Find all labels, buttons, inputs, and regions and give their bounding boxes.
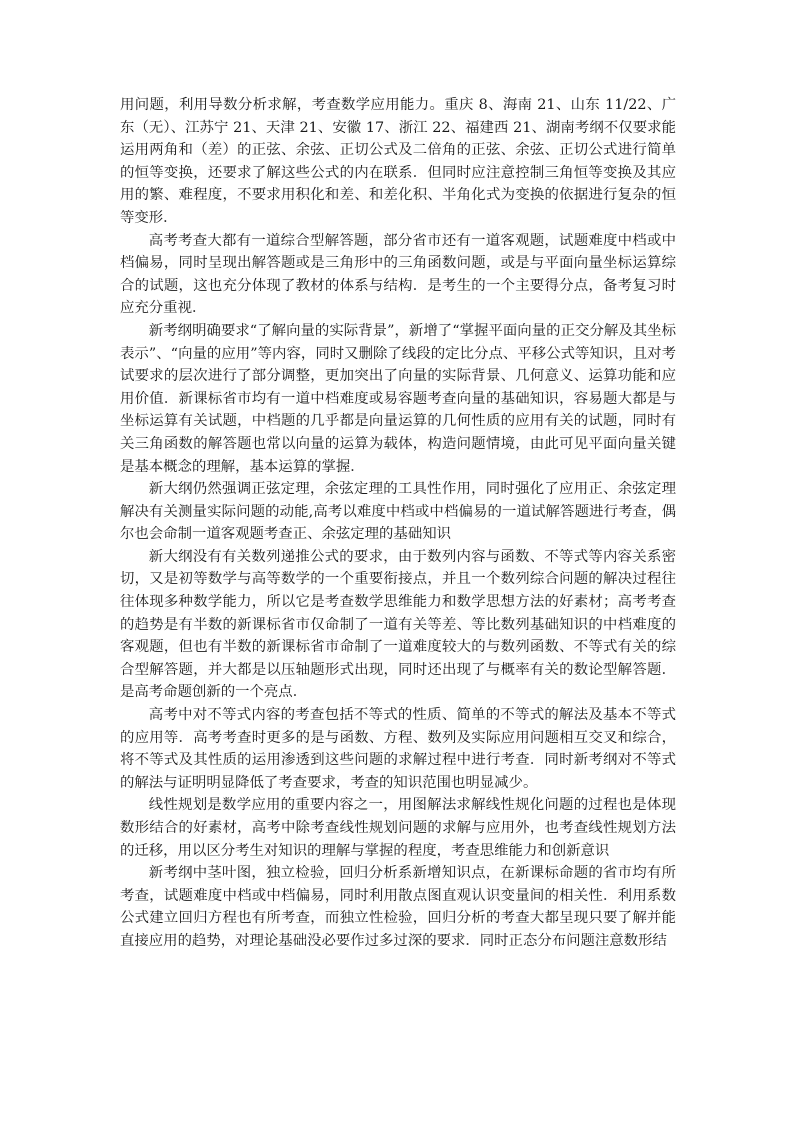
paragraph-vectors: 新考纲明确要求“了解向量的实际背景”，新增了“掌握平面向量的正交分解及其坐标表示”、“向量的应用”等内容，同时又删除了线段的定比分点、平移公式等知识，且对考试要求的层次进行了部分调整，更加突出了向量的实际背景、几何意义、运算功能和应用价值．新课标省市均有一道中档难度或易容题考查向量的基础知识，容易题大都是与坐标运算有关试题，中档题的几乎都是向量运算的几何性质的应用有关的试题，同时有关三角函数的解答题也常以向量的运算为载体，构造问题情境，由此可见平面向量关键是基本概念的理解，基本运算的掌握． <box>120 322 676 475</box>
paragraph-comprehensive-questions: 高考考查大都有一道综合型解答题，部分省市还有一道客观题，试题难度中档或中档偏易，同时呈现出解答题或是三角形中的三角函数问题，或是与平面向量坐标运算综合的试题，这也充分体现了教材的体系与结构．是考生的一个主要得分点，备考复习时应充分重视． <box>120 232 676 317</box>
paragraph-statistics: 新考纲中茎叶图，独立检验，回归分析系新增知识点，在新课标命题的省市均有所考查，试题难度中档或中档偏易，同时利用散点图直观认识变量间的相关性．利用系数公式建立回归方程也有所考查，而独立性检验，回归分析的考查大都呈现只要了解并能直接应用的趋势，对理论基础没必要作过多过深的要求．同时正态分布问题注意数形结 <box>120 865 676 949</box>
paragraph-sequences: 新大纲没有有关数列递推公式的要求，由于数列内容与函数、不等式等内容关系密切，又是初等数学与高等数学的一个重要衔接点，并且一个数列综合问题的解决过程往往体现多种数学能力，所以它是考查数学思维能力和数学思想方法的好素材；高考考查的趋势是有半数的新课标省市仅命制了一道有关等差、等比数列基础知识的中档难度的客观题，但也有半数的新课标省市命制了一道难度较大的与数列函数、不等式有关的综合型解答题，并大都是以压轴题形式出现，同时还出现了与概率有关的数论型解答题．是高考命题创新的一个亮点． <box>120 548 676 701</box>
paragraph-sine-cosine-law: 新大纲仍然强调正弦定理，余弦定理的工具性作用，同时强化了应用正、余弦定理解决有关测量实际问题的动能,高考以难度中档或中档偏易的一道试解答题进行考查，偶尔也会命制一道客观题考查正、余弦定理的基础知识 <box>120 481 676 543</box>
document-body <box>120 94 676 953</box>
paragraph-linear-programming: 线性规划是数学应用的重要内容之一，用图解法求解线性规化问题的过程也是体现数形结合的好素材，高考中除考查线性规划问题的求解与应用外，也考查线性规划方法的迁移，用以区分考生对知识的理解与掌握的程度，考查思维能力和创新意识 <box>120 797 676 859</box>
paragraph-trig-continuation: 用问题，利用导数分析求解，考查数学应用能力。重庆 8、海南 21、山东 11/22、广东（无）、江苏宁 21、天津 21、安徽 17、浙江 22、福建西 21、湖南考纲不仅要求能运用两角和（差）的正弦、余弦、正切公式及二倍角的正弦、余弦、正切公式进行简单的恒等变换，还要求了解这些公式的内在联系．但同时应注意控制三角恒等变换及其应用的繁、难程度，不要求用积化和差、和差化积、半角化式为变换的依据进行复杂的恒等变形． <box>120 97 676 226</box>
paragraph-inequalities: 高考中对不等式内容的考查包括不等式的性质、简单的不等式的解法及基本不等式的应用等．高考考查时更多的是与函数、方程、数列及实际应用问题相互交叉和综合，将不等式及其性质的运用渗透到这些问题的求解过程中进行考查．同时新考纲对不等式的解法与证明明显降低了考查要求，考查的知识范围也明显减少。 <box>120 707 676 791</box>
